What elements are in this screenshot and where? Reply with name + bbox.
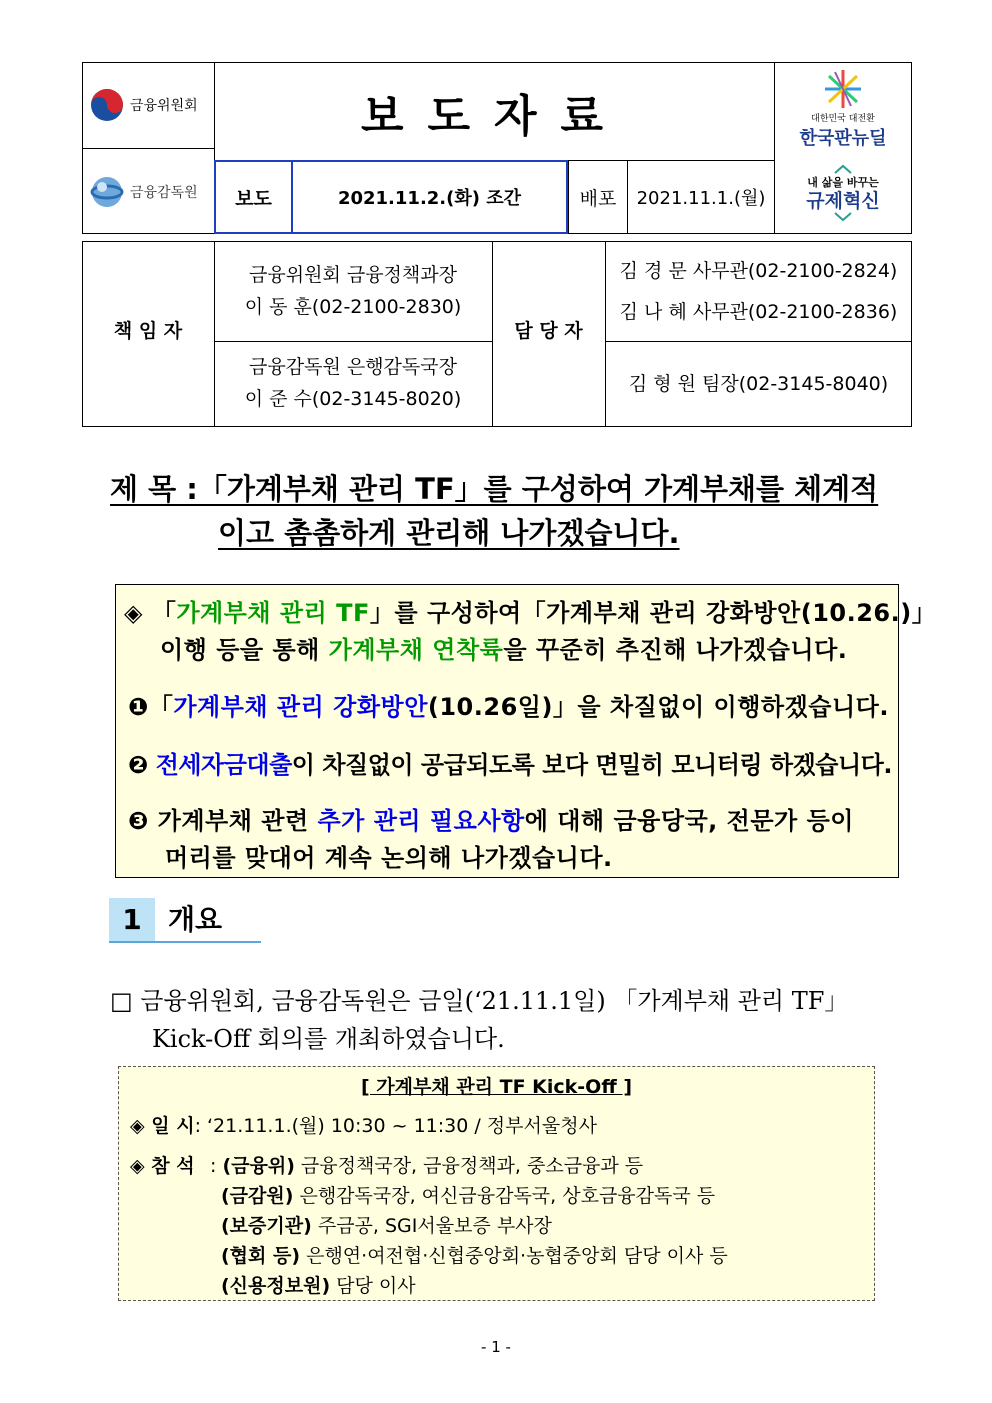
resp2-dept: 금융감독원 은행감독국장 — [249, 356, 457, 378]
chevron-down-icon — [833, 212, 853, 222]
att-org: (신용정보원) — [221, 1275, 331, 1297]
fsc-logo — [90, 85, 210, 125]
att-text: 담당 이사 — [330, 1275, 416, 1297]
att-row — [221, 1241, 728, 1268]
chevron-up-icon — [833, 164, 853, 174]
summary-p3-b: 추가 관리 필요사항 — [317, 807, 525, 835]
att-row — [221, 1271, 416, 1298]
org1-name: 금융위원회 — [130, 98, 198, 114]
att-org: (협회 등) — [221, 1245, 301, 1267]
resp1-name: 이 동 훈(02-2100-2830) — [244, 296, 462, 318]
charge2: 김 나 혜 사무관(02-2100-2836) — [619, 301, 898, 323]
att-org: (보증기관) — [221, 1215, 312, 1237]
summary-p3-c: 에 대해 금융당국, 전문가 등이 — [524, 807, 854, 835]
meeting-att-label: ◈ 참 석 — [130, 1155, 195, 1177]
meeting-date — [130, 1111, 597, 1138]
att-row: : (금융위) 금융정책국장, 금융정책과, 중소금융과 등 — [210, 1155, 644, 1177]
att-row — [221, 1211, 552, 1238]
meeting-date-value: : ‘21.11.1.(월) 10:30 ~ 11:30 / 정부서울청사 — [194, 1115, 597, 1137]
summary-line1 — [124, 593, 936, 628]
body-line1: □ 금융위원회, 금융감독원은 금일(‘21.11.1일) 「가계부채 관리 TF」 — [110, 987, 849, 1015]
summary-p2-c: 이 차질없이 공급되도록 보다 면밀히 모니터링 하겠습니다. — [291, 751, 892, 779]
regreform-logo — [776, 164, 910, 232]
section-number: 1 — [109, 898, 155, 942]
att-org: (금감원) — [221, 1185, 294, 1207]
dist-date: 2021.11.1.(월) — [636, 188, 766, 209]
section-underline — [109, 941, 261, 943]
newdeal-star-icon — [821, 68, 865, 110]
responsible-label: 책 임 자 — [113, 320, 183, 342]
summary-line2 — [160, 630, 847, 665]
summary-p1-a: ❶「 — [128, 693, 174, 721]
summary-l2-c: 을 꾸준히 추진해 나가겠습니다. — [503, 636, 848, 664]
summary-point3-cont: 머리를 맞대어 계속 논의해 나가겠습니다. — [165, 844, 613, 872]
taegeuk-icon — [90, 88, 124, 122]
summary-p1-b: 가계부채 관리 강화방안 — [173, 693, 428, 721]
regreform-small: 내 삶을 바꾸는 — [807, 176, 879, 189]
regreform-big: 규제혁신 — [806, 190, 880, 212]
body-line2: Kick-Off 회의를 개최하였습니다. — [152, 1025, 505, 1053]
att-text: 은행연·여전협·신협중앙회·농협중앙회 담당 이사 등 — [300, 1245, 728, 1267]
summary-l2-b: 가계부채 연착륙 — [328, 636, 504, 664]
summary-p2-b: 전세자금대출 — [155, 751, 292, 779]
fss-logo — [90, 172, 210, 212]
summary-l2-a: 이행 등을 통해 — [160, 636, 329, 664]
newdeal-logo — [776, 66, 910, 154]
summary-point3 — [128, 801, 854, 836]
subject-line1: 제 목 :「가계부채 관리 TF」를 구성하여 가계부채를 체계적 — [110, 472, 879, 506]
doc-title: 보도자료 — [360, 91, 627, 142]
att-text: 은행감독국장, 여신금융감독국, 상호금융감독국 등 — [293, 1185, 716, 1207]
page-number: - 1 - — [481, 1338, 511, 1356]
summary-p3-a: ❸ 가계부채 관련 — [128, 807, 318, 835]
summary-l1-a: ◈ 「 — [124, 599, 177, 627]
resp2-name: 이 준 수(02-3145-8020) — [244, 388, 462, 410]
newdeal-small: 대한민국 대전환 — [811, 114, 875, 124]
charge1: 김 경 문 사무관(02-2100-2824) — [619, 260, 898, 282]
att-org: (금융위) — [222, 1155, 295, 1177]
globe-icon — [90, 175, 124, 209]
summary-l1-b: 가계부채 관리 TF — [176, 599, 370, 627]
org2-name: 금융감독원 — [130, 185, 198, 201]
subject-line2: 이고 촘촘하게 관리해 나가겠습니다. — [218, 516, 680, 550]
dist-label: 배포 — [579, 187, 617, 210]
summary-l1-c: 」를 구성하여「가계부채 관리 강화방안(10.26.)」 — [369, 599, 937, 627]
section-title: 개요 — [168, 903, 223, 936]
charge-label: 담 당 자 — [514, 320, 583, 342]
summary-p2-a: ❷ — [128, 751, 156, 779]
att-text: 주금공, SGI서울보증 부사장 — [311, 1215, 552, 1237]
report-date: 2021.11.2.(화) 조간 — [337, 188, 522, 209]
att-text: 금융정책국장, 금융정책과, 중소금융과 등 — [294, 1155, 644, 1177]
resp1-dept: 금융위원회 금융정책과장 — [249, 264, 457, 286]
summary-point1 — [128, 687, 889, 722]
report-label: 보도 — [235, 187, 272, 210]
summary-p1-c: (10.26일)」을 차질없이 이행하겠습니다. — [427, 693, 889, 721]
newdeal-big: 한국판뉴딜 — [799, 128, 887, 149]
meeting-title: [ 가계부채 관리 TF Kick-Off ] — [360, 1076, 633, 1098]
att-row — [221, 1181, 715, 1208]
charge3: 김 형 원 팀장(02-3145-8040) — [628, 373, 889, 395]
summary-point2 — [128, 745, 892, 780]
meeting-date-label: ◈ 일 시 — [130, 1115, 195, 1137]
